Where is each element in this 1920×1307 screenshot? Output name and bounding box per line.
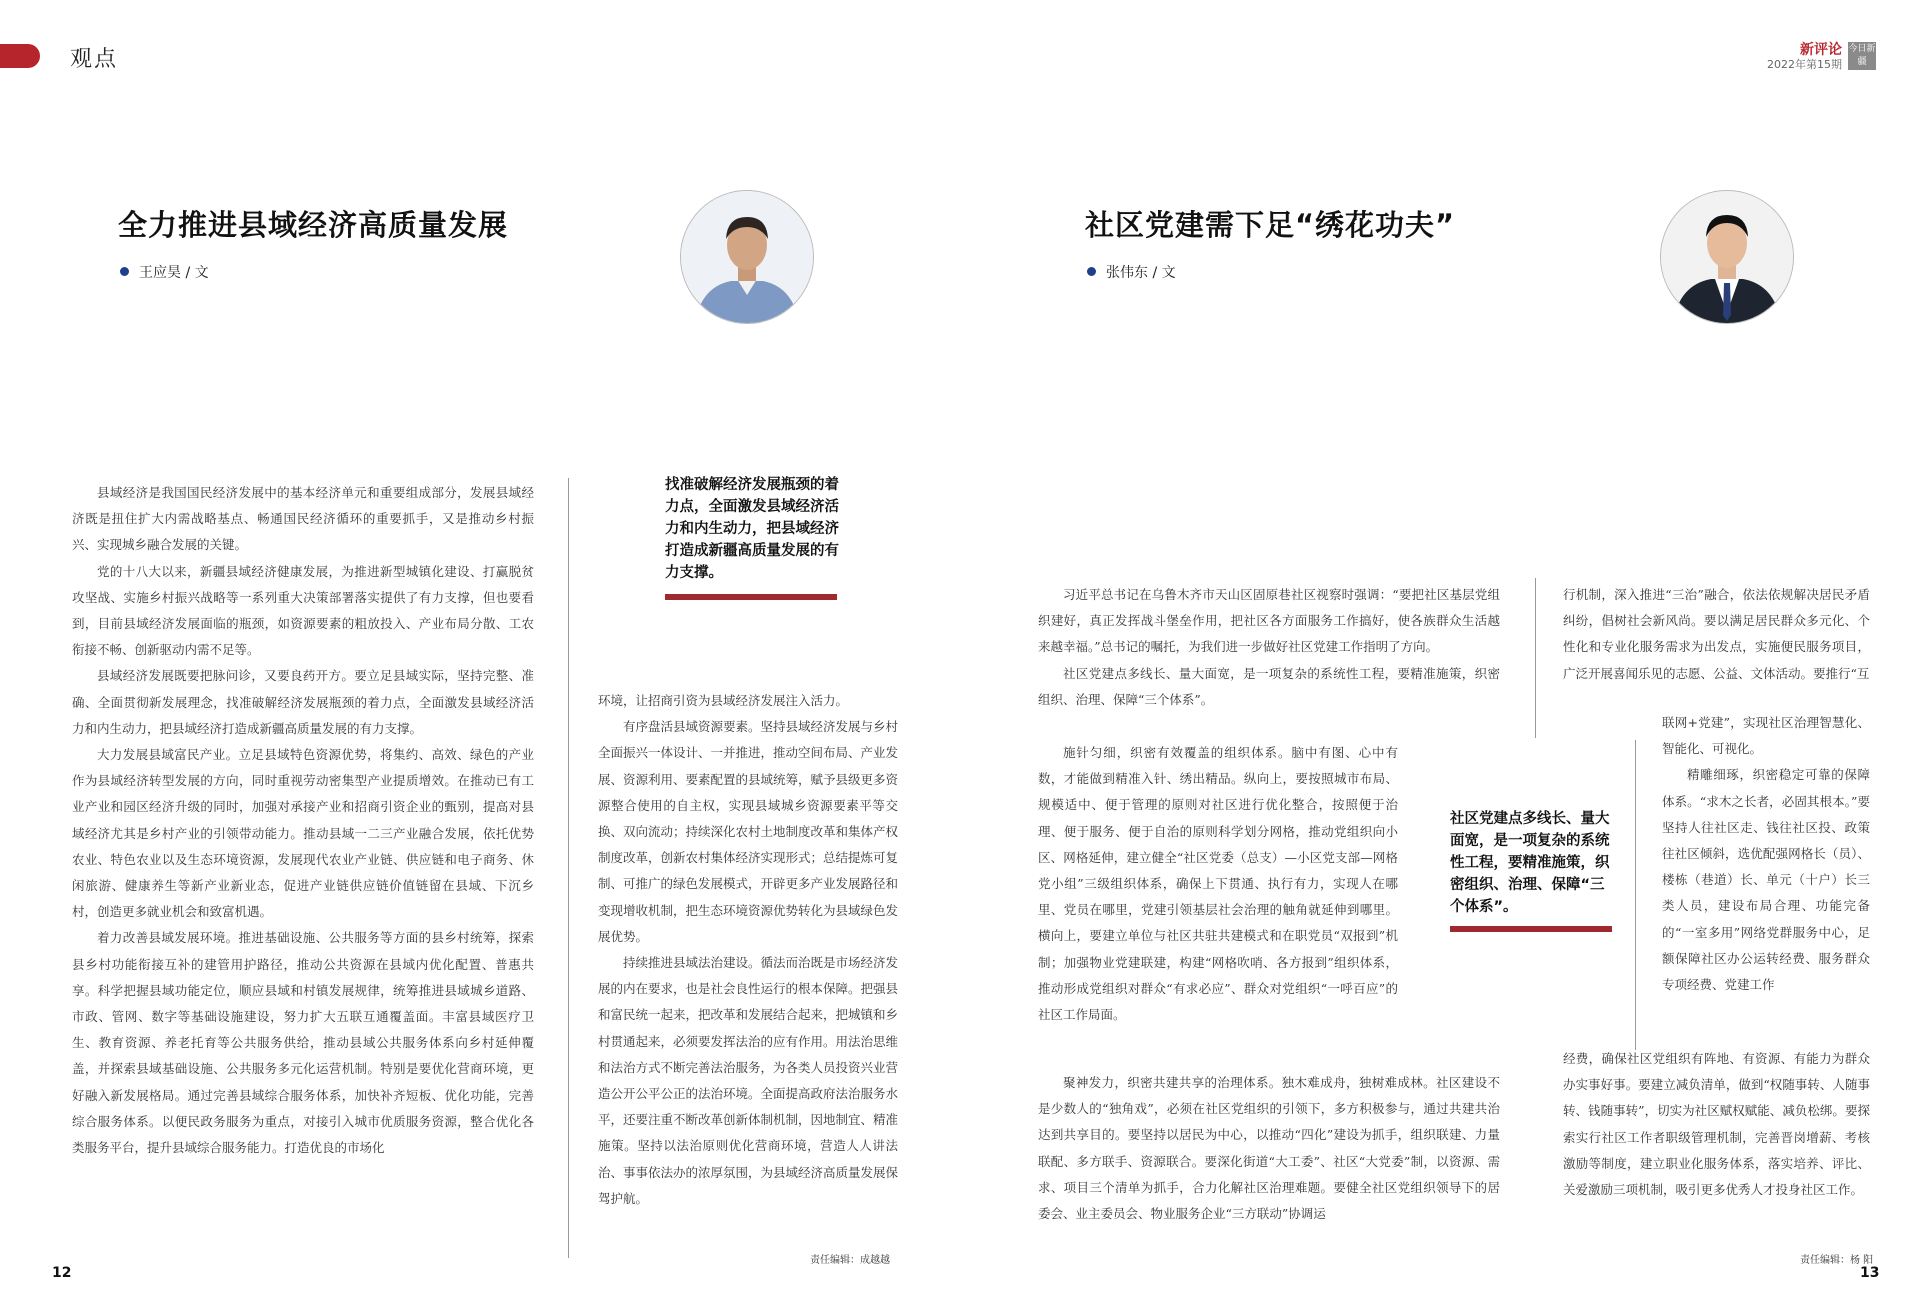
- right-byline: [1087, 262, 1176, 282]
- right-column-2c: [1563, 1046, 1870, 1203]
- person-portrait-icon: [681, 191, 813, 323]
- left-article-title: 全力推进县域经济高质量发展: [118, 208, 509, 242]
- paragraph: 大力发展县域富民产业。立足县域特色资源优势，将集约、高效、绿色的产业作为县域经济转型发展的方向，同时重视劳动密集型产业提质增效。在推动已有工业产业和园区经济升级的同时，加强对承接产业和招商引资企业的甄别，提高对县域经济尤其是乡村产业的引领带动能力。推动县域一二三产业融合发展，依托优势农业、特色农业以及生态环境资源，发展现代农业产业链、供应链和电子商务、休闲旅游、健康养生等新产业新业态，促进产业链供应链价值链留在县域、下沉乡村，创造更多就业机会和致富机遇。: [72, 747, 534, 920]
- paragraph: 精雕细琢，织密稳定可靠的保障体系。“求木之长者，必固其根本。”要坚持人往社区走、钱往社区投、政策往社区倾斜，选优配强网格长（员）、楼栋（巷道）长、单元（十户）长三类人员，建设布局合理、功能完备的“一室多用”网络党群服务中心，足额保障社区办公运转经费、服务群众专项经费、党建工作: [1662, 767, 1870, 993]
- right-column-1a: [1038, 582, 1500, 713]
- paragraph: 习近平总书记在乌鲁木齐市天山区固原巷社区视察时强调：“要把社区基层党组织建好，真正发挥战斗堡垒作用，把社区各方面服务工作搞好，使各族群众生活越来越幸福。”总书记的嘱托，为我们进一步做好社区党建工作指明了方向。: [1038, 587, 1500, 655]
- left-editor-credit: 责任编辑：成越越: [810, 1255, 890, 1266]
- magazine-brand: [1767, 42, 1842, 72]
- issue-label: 2022年第15期: [1767, 58, 1842, 71]
- right-pullquote: 社区党建点多线长、量大面宽，是一项复杂的系统性工程，要精准施策，织密组织、治理、保障“三个体系”。: [1450, 811, 1610, 915]
- right-column-1b: [1038, 740, 1398, 1028]
- section-label: 观点: [70, 47, 119, 72]
- paragraph: 着力改善县域发展环境。推进基础设施、公共服务等方面的县乡村统筹，探索县乡村功能衔接互补的建管用护路径，推动公共资源在县域内优化配置、普惠共享。科学把握县域功能定位，顺应县域和村镇发展规律，统筹推进县域城乡道路、市政、管网、数字等基础设施建设，努力扩大五联互通覆盖面。丰富县域医疗卫生、教育资源、养老托育等公共服务供给，推动县域公共服务体系向乡村延伸覆盖，并探索县域基础设施、公共服务多元化运营机制。特别是要优化营商环境，更好融入新发展格局。通过完善县域综合服务体系，加快补齐短板、优化功能，完善综合服务体系。以便民政务服务为重点，对接引入城市优质服务资源，整合优化各类服务平台，提升县域综合服务能力。打造优良的市场化: [72, 930, 534, 1156]
- byline-dot-icon: [1087, 267, 1096, 276]
- page-number-right: 13: [1860, 1265, 1880, 1281]
- right-pullquote-bar: [1450, 926, 1612, 932]
- left-author: 王应昊 / 文: [139, 265, 209, 281]
- right-author: 张伟东 / 文: [1106, 265, 1176, 281]
- magazine-title: 新评论: [1800, 42, 1842, 58]
- paragraph: 有序盘活县域资源要素。坚持县域经济发展与乡村全面振兴一体设计、一并推进，推动空间布局、产业发展、资源利用、要素配置的县域统筹，赋予县级更多资源整合使用的自主权，实现县域城乡资源要素平等交换、双向流动；持续深化农村土地制度改革和集体产权制度改革，创新农村集体经济实现形式；总结提炼可复制、可推广的绿色发展模式，开辟更多产业发展路径和变现增收机制，把生态环境资源优势转化为县域绿色发展优势。: [598, 719, 899, 944]
- paragraph: 联网+党建”，实现社区治理智慧化、智能化、可视化。: [1662, 715, 1870, 757]
- paragraph: 环境，让招商引资为县域经济发展注入活力。: [598, 693, 849, 708]
- paragraph: 施针匀细，织密有效覆盖的组织体系。脑中有图、心中有数，才能做到精准入针、绣出精品。纵向上，要按照城市布局、规模适中、便于管理的原则对社区进行优化整合，按照便于治理、便于服务、便于自治的原则科学划分网格，推动党组织向小区、网格延伸，建立健全“社区党委（总支）—小区党支部—网格党小组”三级组织体系，确保上下贯通、执行有力，实现人在哪里、党员在哪里，党建引领基层社会治理的触角就延伸到哪里。横向上，要建立单位与社区共驻共建模式和在职党员“双报到”机制；加强物业党建联建，构建“网格吹哨、各方报到”组织体系，推动形成党组织对群众“有求必应”、群众对党组织“一呼百应”的社区工作局面。: [1038, 745, 1398, 1023]
- left-byline: [120, 262, 209, 282]
- paragraph: 社区党建点多线长、量大面宽，是一项复杂的系统性工程，要精准施策，织密组织、治理、保障“三个体系”。: [1038, 665, 1500, 707]
- right-author-portrait: [1660, 190, 1794, 324]
- paragraph: 党的十八大以来，新疆县域经济健康发展，为推进新型城镇化建设、打赢脱贫攻坚战、实施乡村振兴战略等一系列重大决策部署落实提供了有力支撑，但也要看到，目前县域经济发展面临的瓶颈，如资源要素的粗放投入、产业布局分散、工农衔接不畅、创新驱动内需不足等。: [72, 563, 534, 658]
- left-column-1: [72, 480, 534, 1161]
- left-column-divider: [568, 478, 569, 1258]
- right-editor-credit: 责任编辑：杨 阳: [1800, 1255, 1874, 1266]
- paragraph: 县域经济是我国国民经济发展中的基本经济单元和重要组成部分，发展县域经济既是扭住扩大内需战略基点、畅通国民经济循环的重要抓手，又是推动乡村振兴、实现城乡融合发展的关键。: [72, 485, 534, 553]
- right-column-divider-top: [1535, 578, 1536, 738]
- section-tab: [0, 44, 40, 68]
- left-column-2: [598, 688, 898, 1212]
- byline-dot-icon: [120, 267, 129, 276]
- right-column-1c: [1038, 1070, 1500, 1227]
- paragraph: 聚神发力，织密共建共享的治理体系。独木难成舟，独树难成林。社区建设不是少数人的“独角戏”，必须在社区党组织的引领下，多方积极参与，通过共建共治达到共享目的。要坚持以居民为中心，以推动“四化”建设为抓手，组织联建、力量联配、多方联手、资源联合。要深化街道“大工委”、社区“大党委”制，以资源、需求、项目三个清单为抓手，合力化解社区治理难题。要健全社区党组织领导下的居委会、业主委员会、物业服务企业“三方联动”协调运: [1038, 1075, 1500, 1222]
- paragraph: 持续推进县域法治建设。循法而治既是市场经济发展的内在要求，也是社会良性运行的根本保障。把强县和富民统一起来，把改革和发展结合起来，把城镇和乡村贯通起来，必须要发挥法治的应有作用。用法治思维和法治方式不断完善法治服务，为各类人员投资兴业营造公开公平公正的法治环境。全面提高政府法治服务水平，还要注重不断改革创新体制机制，因地制宜、精准施策。坚持以法治原则优化营商环境，营造人人讲法治、事事依法办的浓厚氛围，为县域经济高质量发展保驾护航。: [598, 955, 899, 1206]
- right-column-divider-bottom: [1635, 740, 1636, 1050]
- person-portrait-icon: [1661, 191, 1793, 323]
- left-author-portrait: [680, 190, 814, 324]
- right-article-title: 社区党建需下足“绣花功夫”: [1085, 208, 1456, 242]
- right-column-2b: [1662, 710, 1870, 998]
- paragraph: 县域经济发展既要把脉问诊，又要良药开方。要立足县域实际，坚持完整、准确、全面贯彻新发展理念，找准破解经济发展瓶颈的着力点，全面激发县域经济活力和内生动力，把县域经济打造成新疆高质量发展的有力支撑。: [72, 668, 534, 736]
- right-column-2a: [1563, 582, 1870, 687]
- page-number-left: 12: [52, 1265, 72, 1281]
- left-pullquote-bar: [665, 594, 837, 600]
- paragraph: 经费，确保社区党组织有阵地、有资源、有能力为群众办实事好事。要建立减负清单，做到“权随事转、人随事转、钱随事转”，切实为社区赋权赋能、减负松绑。要探索实行社区工作者职级管理机制，完善晋岗增薪、考核激励等制度，建立职业化服务体系，落实培养、评比、关爱激励三项机制，吸引更多优秀人才投身社区工作。: [1563, 1051, 1870, 1198]
- magazine-logo: 今日新疆: [1848, 42, 1876, 70]
- left-pullquote: 找准破解经济发展瓶颈的着力点，全面激发县域经济活力和内生动力，把县域经济打造成新疆高质量发展的有力支撑。: [665, 477, 839, 581]
- paragraph: 行机制，深入推进“三治”融合，依法依规解决居民矛盾纠纷，倡树社会新风尚。要以满足居民群众多元化、个性化和专业化服务需求为出发点，实施便民服务项目，广泛开展喜闻乐见的志愿、公益、文体活动。要推行“互: [1563, 587, 1870, 681]
